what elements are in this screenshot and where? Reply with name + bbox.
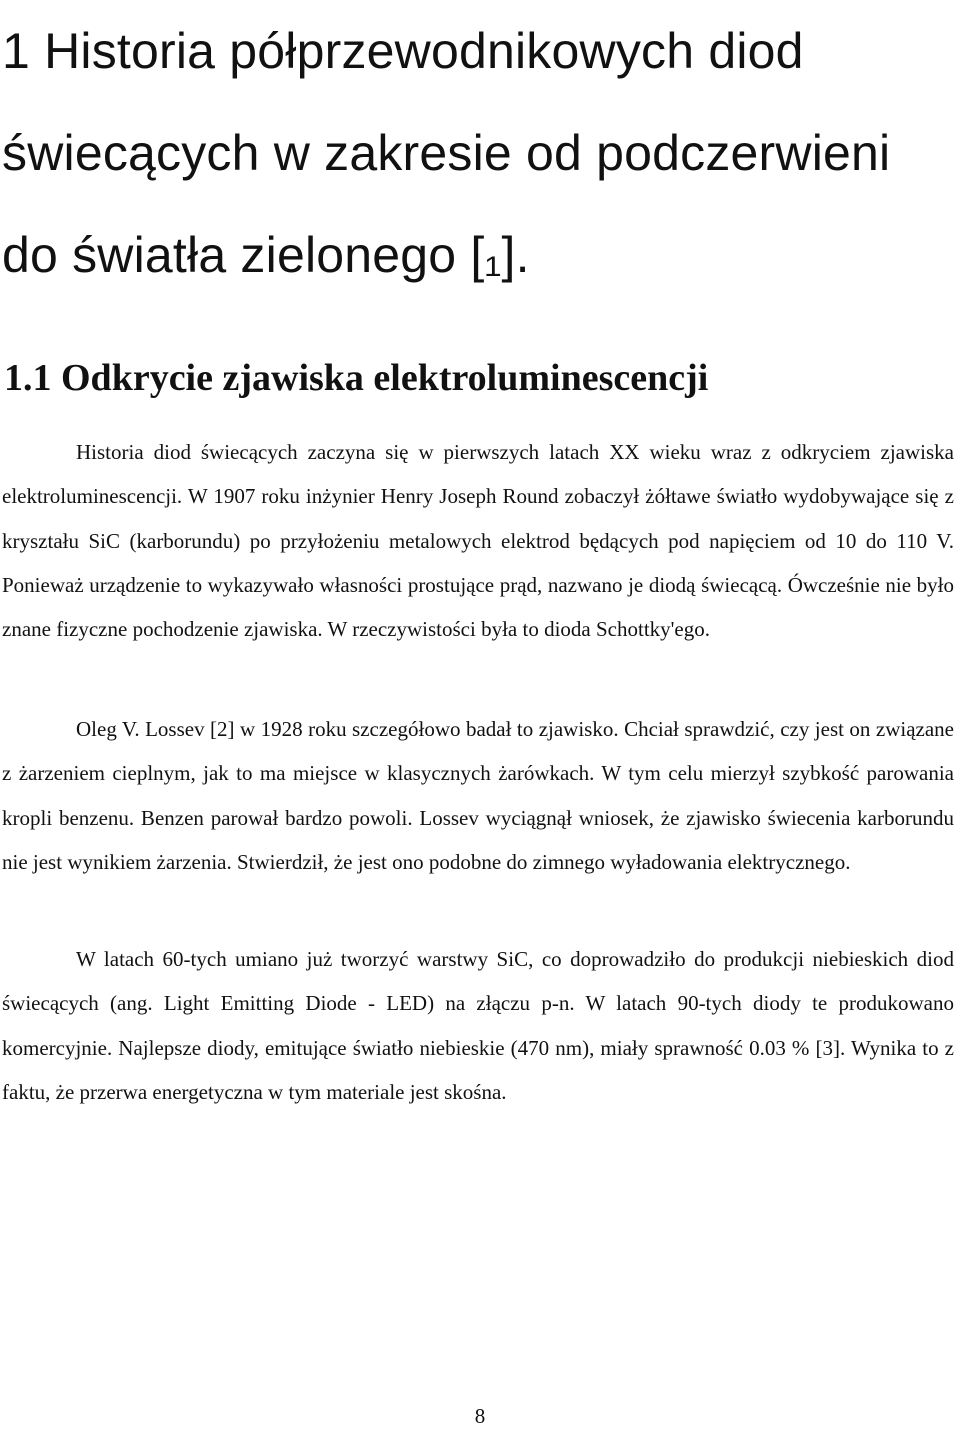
- paragraph-3: W latach 60-tych umiano już tworzyć warstwy SiC, co doprowadziło do produkcji niebieskich diod świecących (ang. Light Emitting Diode - LED) na złączu p-n. W latach 90-tych diody te produkowano komercyjnie. Najlepsze diody, emitujące światło niebieskie (470 nm), miały sprawność 0.03 % [3]. Wynika to z faktu, że przerwa energetyczna w tym materiale jest skośna.: [2, 947, 954, 1104]
- paragraph-2: Oleg V. Lossev [2] w 1928 roku szczegółowo badał to zjawisko. Chciał sprawdzić, czy jest on związane z żarzeniem cieplnym, jak to ma miejsce w klasycznych żarówkach. W tym celu mierzył szybkość parowania kropli benzenu. Benzen parował bardzo powoli. Lossev wyciągnął wniosek, że zjawisko świecenia karborundu nie jest wynikiem żarzenia. Stwierdził, że jest ono podobne do zimnego wyładowania elektrycznego.: [2, 717, 954, 874]
- chapter-title-line-2: świecących w zakresie od podczerwieni: [2, 125, 891, 181]
- section-title: 1.1 Odkrycie zjawiska elektroluminescencji: [4, 357, 709, 399]
- chapter-title-line-3: do światła zielonego [₁].: [2, 227, 530, 283]
- page-number: 8: [474, 1404, 486, 1428]
- chapter-title: [2, 0, 952, 306]
- paragraph-1: Historia diod świecących zaczyna się w pierwszych latach XX wieku wraz z odkryciem zjawiska elektroluminescencji. W 1907 roku inżynier Henry Joseph Round zobaczył żółtawe światło wydobywające się z kryształu SiC (karborundu) po przyłożeniu metalowych elektrod będących pod napięciem od 10 do 110 V. Ponieważ urządzenie to wykazywało własności prostujące prąd, nazwano je diodą świecącą. Ówcześnie nie było znane fizyczne pochodzenie zjawiska. W rzeczywistości była to dioda Schottky'ego.: [2, 440, 954, 642]
- chapter-title-line-1: 1 Historia półprzewodnikowych diod: [2, 23, 804, 79]
